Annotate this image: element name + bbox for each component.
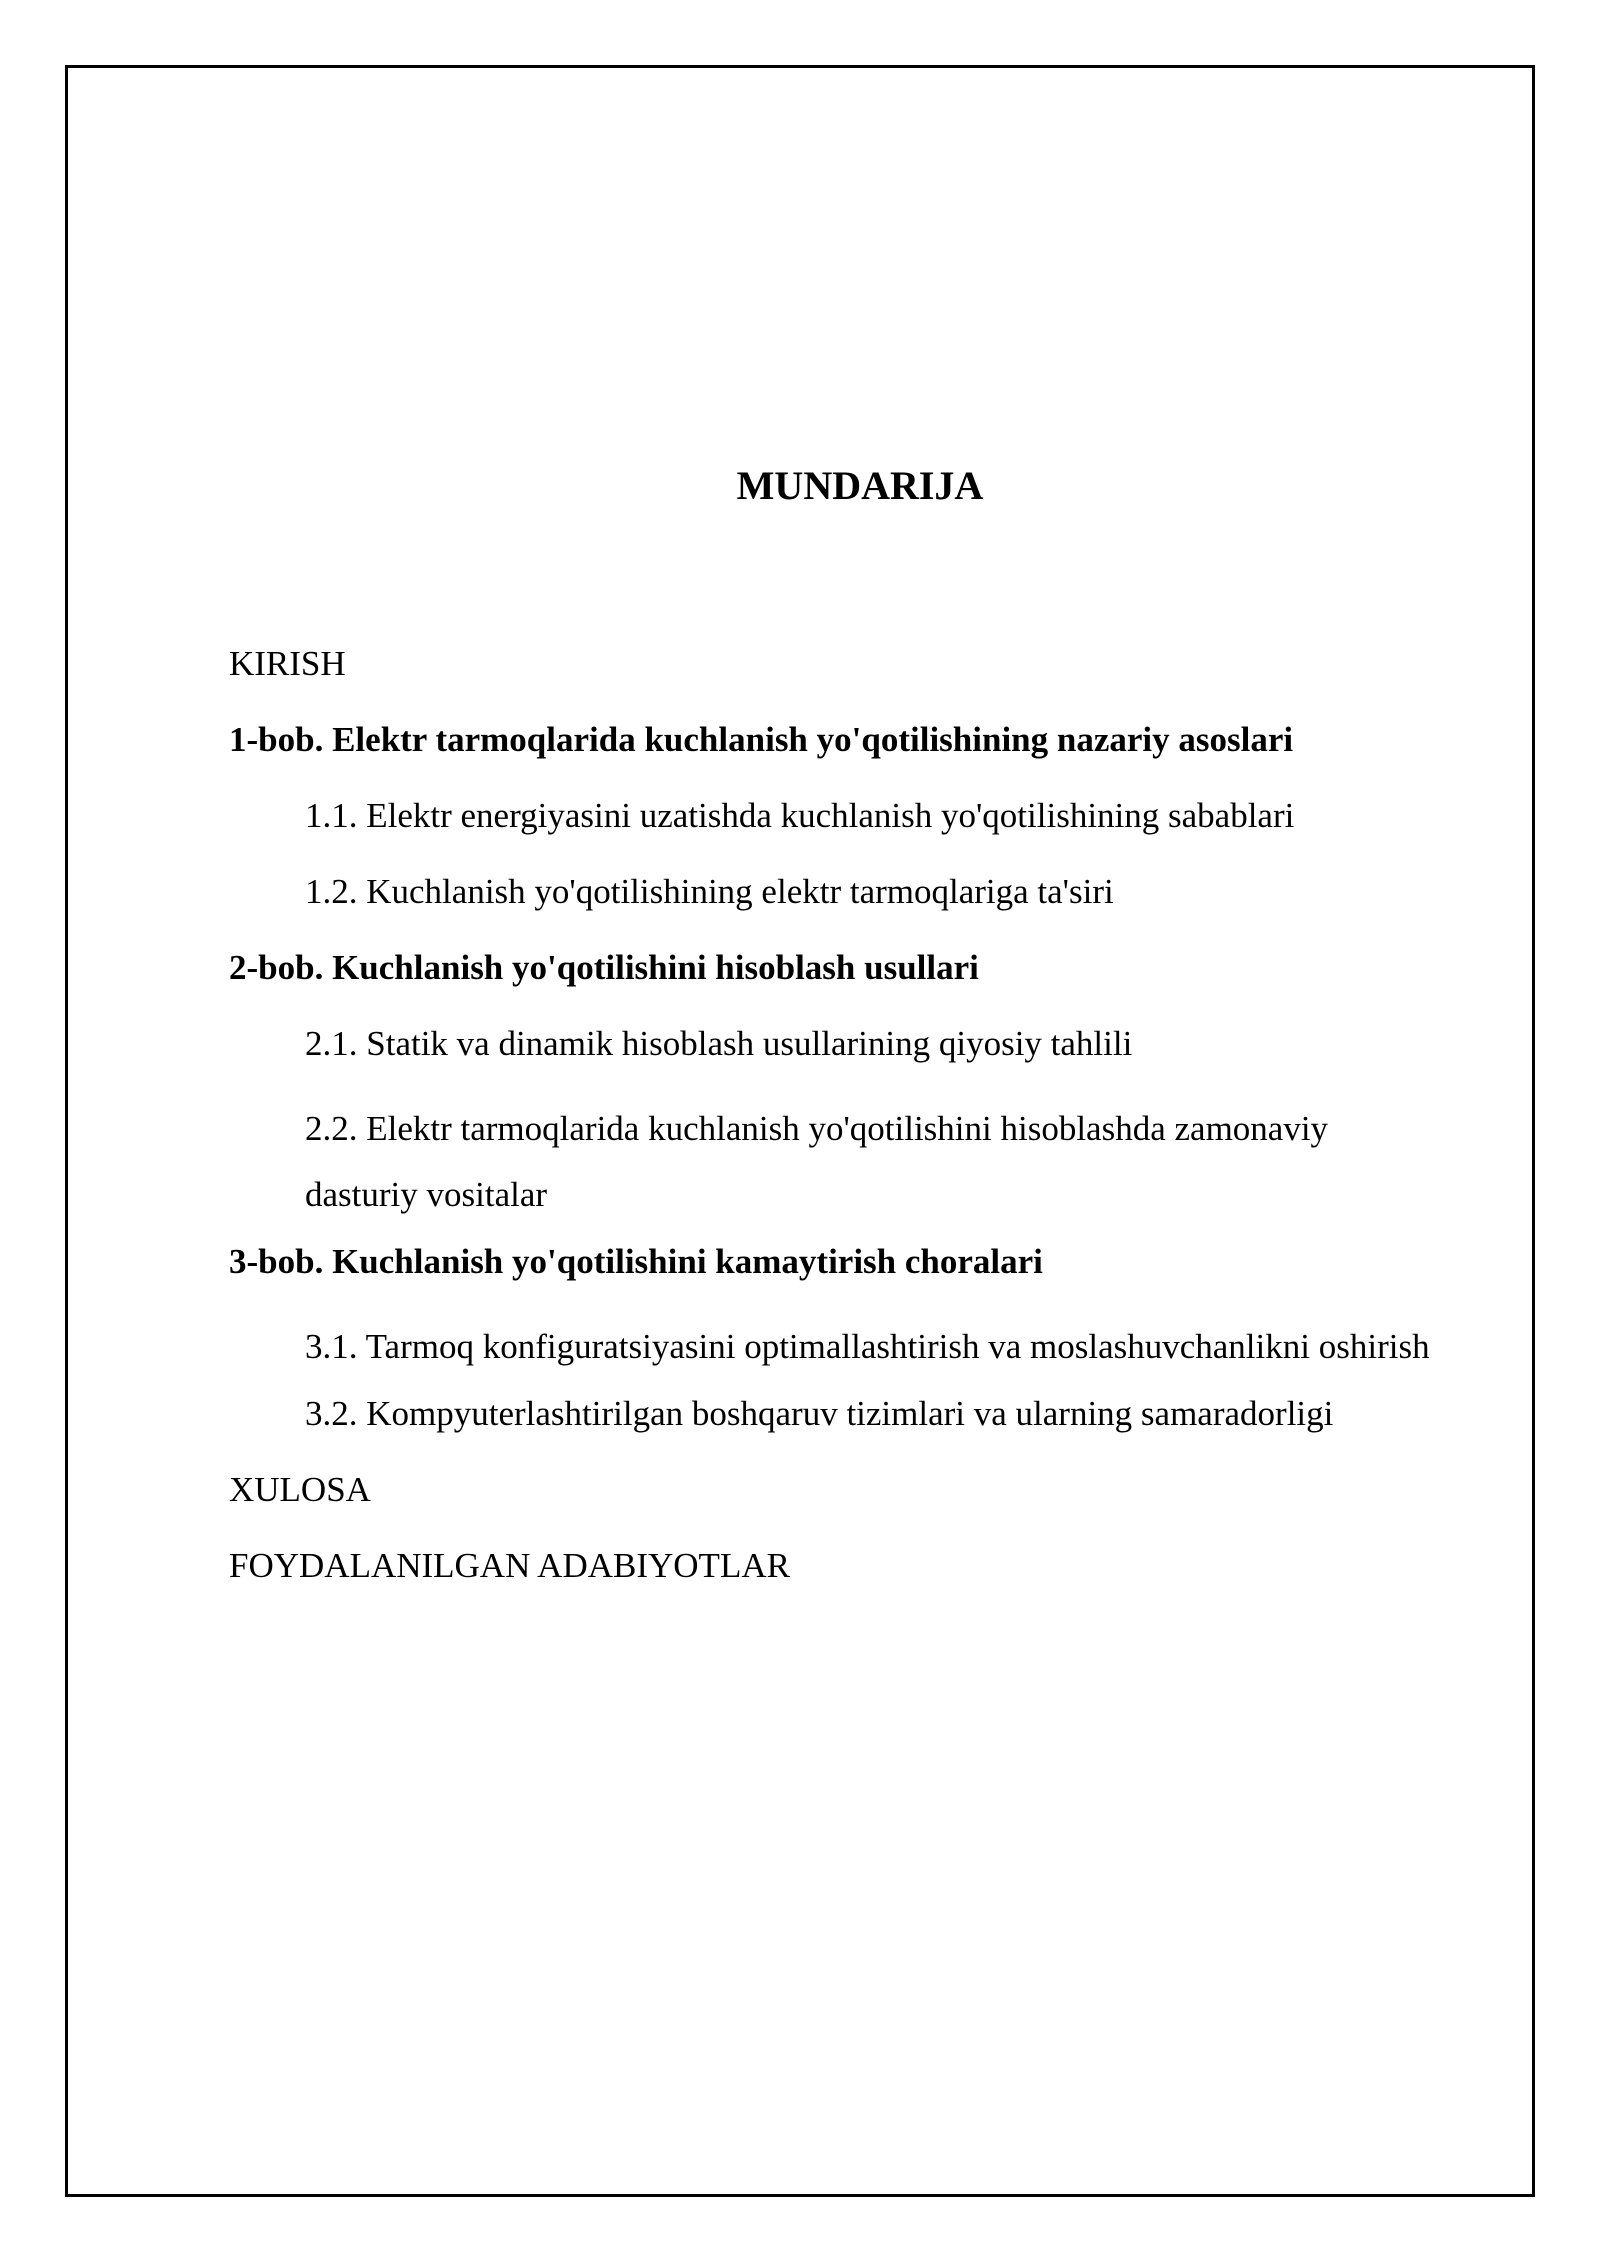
toc-entry-references: FOYDALANILGAN ADABIYOTLAR (229, 1546, 790, 1585)
toc-chapter-1: 1-bob. Elektr tarmoqlarida kuchlanish yo'qotilishining nazariy asoslari (229, 720, 1294, 759)
toc-entry-introduction: KIRISH (229, 644, 346, 683)
toc-subsection-1-1: 1.1. Elektr energiyasini uzatishda kuchlanish yo'qotilishining sabablari (305, 796, 1295, 835)
toc-chapter-2: 2-bob. Kuchlanish yo'qotilishini hisoblash usullari (229, 948, 979, 987)
toc-chapter-3: 3-bob. Kuchlanish yo'qotilishini kamaytirish choralari (229, 1242, 1043, 1281)
toc-subsection-2-1: 2.1. Statik va dinamik hisoblash usullarining qiyosiy tahlili (305, 1024, 1133, 1063)
toc-subsection-3-1: 3.1. Tarmoq konfiguratsiyasini optimallashtirish va moslashuvchanlikni oshirish (305, 1327, 1430, 1366)
toc-subsection-1-2: 1.2. Kuchlanish yo'qotilishining elektr tarmoqlariga ta'siri (305, 872, 1114, 911)
toc-subsection-3-2: 3.2. Kompyuterlashtirilgan boshqaruv tizimlari va ularning samaradorligi (305, 1394, 1334, 1433)
page-title: MUNDARIJA (736, 463, 984, 508)
toc-entry-conclusion: XULOSA (229, 1470, 371, 1509)
table-of-contents (229, 640, 1449, 1618)
toc-subsection-2-2: 2.2. Elektr tarmoqlarida kuchlanish yo'qotilishini hisoblashda zamonaviy dasturiy vositalar (305, 1109, 1329, 1214)
